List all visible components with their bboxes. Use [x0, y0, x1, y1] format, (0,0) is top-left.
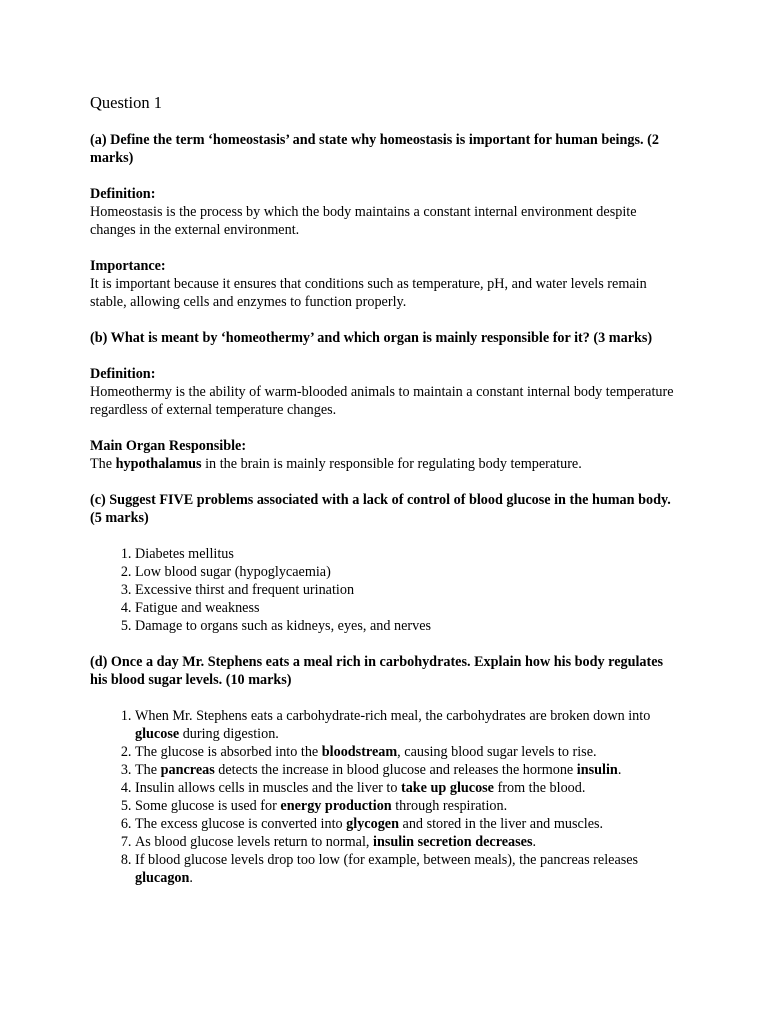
item-text-pre: The glucose is absorbed into the [135, 744, 322, 760]
list-item: 2. Low blood sugar (hypoglycaemia) [135, 563, 678, 581]
importance-label: Importance: [90, 258, 166, 274]
list-item [135, 833, 678, 851]
definition-text-a: Homeostasis is the process by which the body maintains a constant internal environment despite changes in the external environment. [90, 204, 637, 238]
definition-label-a: Definition: [90, 186, 156, 202]
item-text-pre: As blood glucose levels return to normal, [135, 834, 373, 850]
item-text-post: through respiration. [391, 798, 508, 814]
item-text-post: . [532, 834, 537, 850]
item-text-pre: Insulin allows cells in muscles and the liver to [135, 780, 401, 796]
organ-text-post: in the brain is mainly responsible for regulating body temperature. [201, 456, 582, 472]
item-text-pre: The excess glucose is converted into [135, 816, 347, 832]
page-title: Question 1 [90, 93, 162, 112]
list-item [135, 707, 678, 743]
list-item: 4. Fatigue and weakness [135, 599, 678, 617]
list-item [135, 779, 678, 797]
item-text-post: , causing blood sugar levels to rise. [397, 744, 597, 760]
question-b: (b) What is meant by ‘homeothermy’ and which organ is mainly responsible for it? (3 marks) [90, 330, 653, 346]
list-item [135, 815, 678, 833]
item-text-bold: bloodstream [321, 744, 398, 760]
item-text-mid: detects the increase in blood glucose and releases the hormone [214, 762, 577, 778]
question-d: (d) Once a day Mr. Stephens eats a meal rich in carbohydrates. Explain how his body regulates his blood sugar levels. (10 marks) [90, 654, 664, 688]
item-text-pre: Some glucose is used for [135, 798, 281, 814]
item-text-bold: take up glucose [400, 780, 494, 796]
item-text-bold: insulin secretion decreases [373, 834, 533, 850]
importance-text: It is important because it ensures that conditions such as temperature, pH, and water levels remain stable, allowing cells and enzymes to function properly. [90, 276, 647, 310]
item-text-bold: glucose [135, 726, 180, 742]
organ-text [90, 455, 678, 473]
item-text-post: during digestion. [179, 726, 279, 742]
item-text-post: and stored in the liver and muscles. [398, 816, 604, 832]
organ-label: Main Organ Responsible: [90, 438, 247, 454]
item-text-pre: If blood glucose levels drop too low (for example, between meals), the pancreas releases [135, 852, 639, 868]
item-text-bold-2: insulin [576, 762, 618, 778]
list-item: 3. Excessive thirst and frequent urination [135, 581, 678, 599]
item-text-bold: pancreas [160, 762, 215, 778]
item-text-post: from the blood. [493, 780, 586, 796]
item-text-post: . [617, 762, 622, 778]
regulation-steps-list [90, 707, 678, 887]
organ-text-pre: The [90, 456, 116, 472]
list-item: 1. Diabetes mellitus [135, 545, 678, 563]
definition-label-b: Definition: [90, 366, 156, 382]
item-text-bold: energy production [280, 798, 392, 814]
problems-list [90, 545, 678, 635]
list-item [135, 851, 678, 887]
item-text-bold: glucagon [135, 870, 190, 886]
question-a: (a) Define the term ‘homeostasis’ and state why homeostasis is important for human beings. (2 marks) [90, 132, 659, 166]
item-text-pre: The [135, 762, 161, 778]
organ-text-bold: hypothalamus [115, 456, 202, 472]
item-text-pre: When Mr. Stephens eats a carbohydrate-rich meal, the carbohydrates are broken down into [135, 708, 651, 724]
definition-text-b: Homeothermy is the ability of warm-blooded animals to maintain a constant internal body temperature regardless of external temperature changes. [90, 384, 674, 418]
item-text-bold: glycogen [346, 816, 399, 832]
list-item [135, 797, 678, 815]
question-c: (c) Suggest FIVE problems associated with a lack of control of blood glucose in the human body. (5 marks) [90, 492, 671, 526]
item-text-post: . [189, 870, 193, 886]
list-item [135, 743, 678, 761]
list-item [135, 761, 678, 779]
list-item: 5. Damage to organs such as kidneys, eyes, and nerves [135, 617, 678, 635]
